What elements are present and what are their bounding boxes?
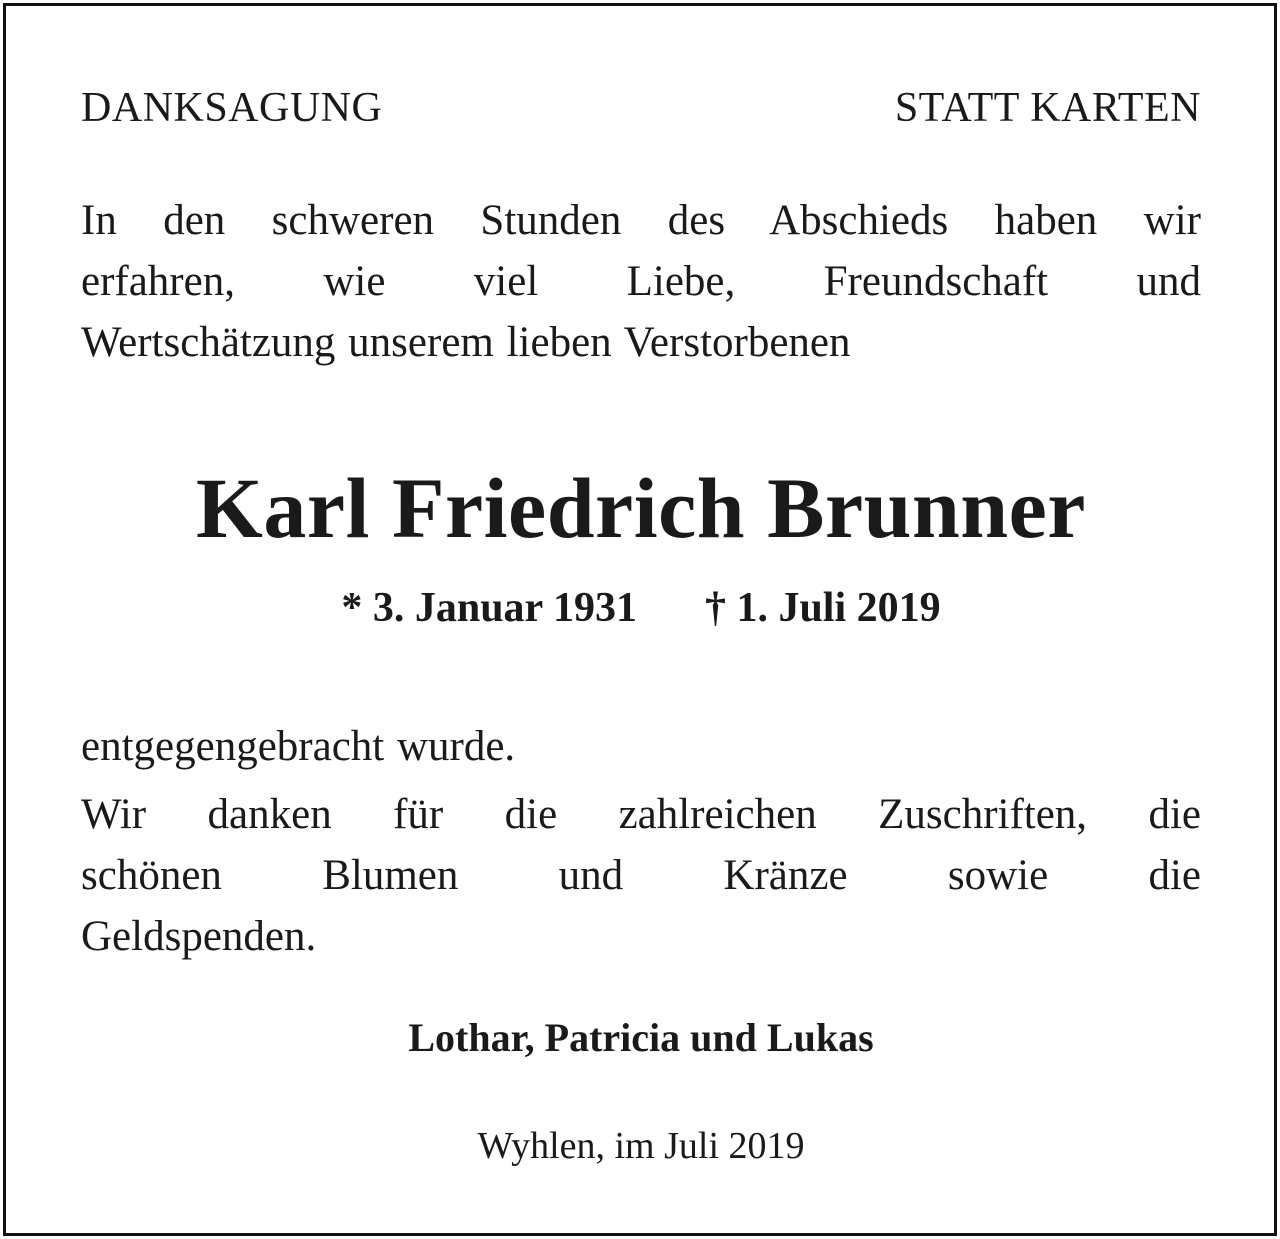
deceased-name: Karl Friedrich Brunner: [196, 460, 1086, 556]
header-statt-karten: STATT KARTEN: [894, 85, 1201, 131]
place-date: Wyhlen, im Juli 2019: [477, 1125, 805, 1167]
thanks-line-2: schönen Blumen und Kränze sowie die: [81, 852, 1201, 899]
after-name-line: entgegengebracht wurde.: [81, 723, 516, 770]
header-danksagung: DANKSAGUNG: [81, 85, 383, 131]
death-date: † 1. Juli 2019: [704, 585, 941, 631]
thanks-line-3: Geldspenden.: [81, 913, 317, 960]
intro-line-2: erfahren, wie viel Liebe, Freundschaft und: [81, 258, 1201, 305]
thanks-line-1: Wir danken für die zahlreichen Zuschriften, die: [81, 791, 1201, 838]
thanks-paragraph: [81, 784, 1201, 967]
header-row: [81, 84, 1201, 136]
signers: Lothar, Patricia und Lukas: [408, 1015, 874, 1060]
intro-paragraph: [81, 190, 1201, 373]
intro-line-1: In den schweren Stunden des Abschieds haben wir: [81, 197, 1201, 244]
life-dates: [81, 580, 1201, 636]
notice-content: [81, 6, 1201, 1233]
after-name-paragraph: [81, 716, 1201, 777]
intro-line-3: Wertschätzung unserem lieben Verstorbenen: [81, 319, 851, 366]
birth-date: * 3. Januar 1931: [341, 585, 637, 631]
notice-frame: [3, 3, 1277, 1236]
